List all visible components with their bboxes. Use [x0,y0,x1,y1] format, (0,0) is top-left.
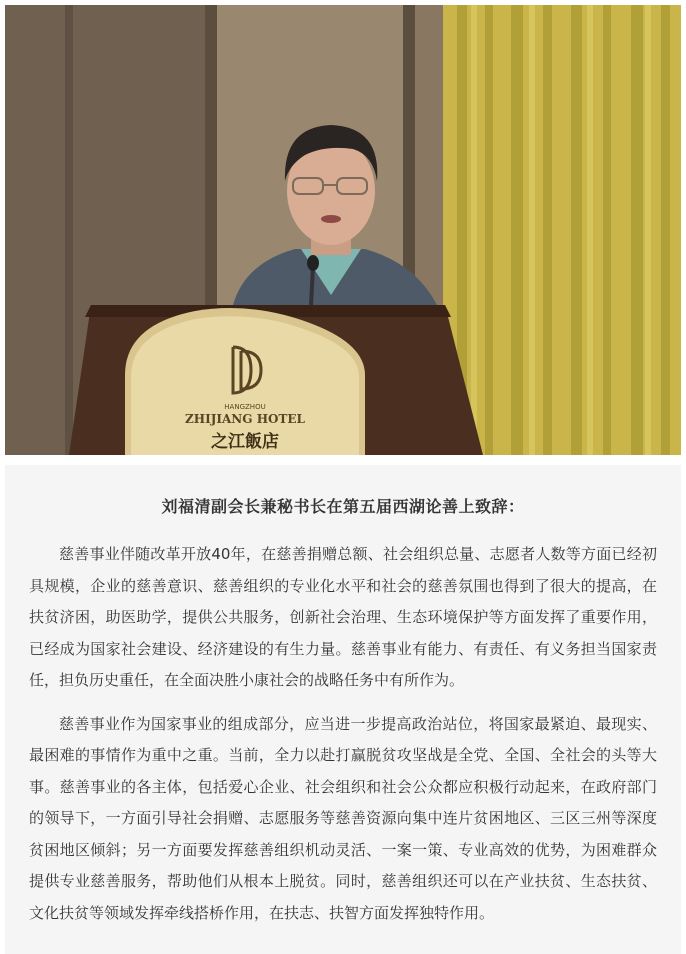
podium-logo-name: ZHIJIANG HOTEL [184,412,306,426]
article-paragraph: 慈善事业作为国家事业的组成部分，应当进一步提高政治站位，将国家最紧迫、最现实、最困难的事情作为重中之重。当前，全力以赴打赢脱贫攻坚战是全党、全国、全社会的头等大事。慈善事业的各主体，包括爱心企业、社会组织和社会公众都应积极行动起来，在政府部门的领导下，一方面引导社会捐赠、志愿服务等慈善资源向集中连片贫困地区、三区三州等深度贫困地区倾斜；另一方面要发挥慈善组织机动灵活、一案一策、专业高效的优势，为困难群众提供专业慈善服务，帮助他们从根本上脱贫。同时，慈善组织还可以在产业扶贫、生态扶贫、文化扶贫等领域发挥牵线搭桥作用，在扶志、扶智方面发挥独特作用。 [29,714,657,922]
podium-logo-small: HANGZHOU [224,403,266,411]
podium-logo-cn: 之江飯店 [211,432,279,452]
article-title: 刘福清副会长兼秘书长在第五届西湖论善上致辞： [161,497,525,516]
speaker-photo [5,5,681,455]
article-body [5,465,681,954]
speaker-photo-drawing [5,5,681,455]
article-paragraph: 慈善事业伴随改革开放40年，在慈善捐赠总额、社会组织总量、志愿者人数等方面已经初具规模，企业的慈善意识、慈善组织的专业化水平和社会的慈善氛围也得到了很大的提高，在扶贫济困，助医助学，提供公共服务，创新社会治理、生态环境保护等方面发挥了重要作用，已经成为国家社会建设、经济建设的有生力量。慈善事业有能力、有责任、有义务担当国家责任，担负历史重任，在全面决胜小康社会的战略任务中有所作为。 [29,545,657,689]
